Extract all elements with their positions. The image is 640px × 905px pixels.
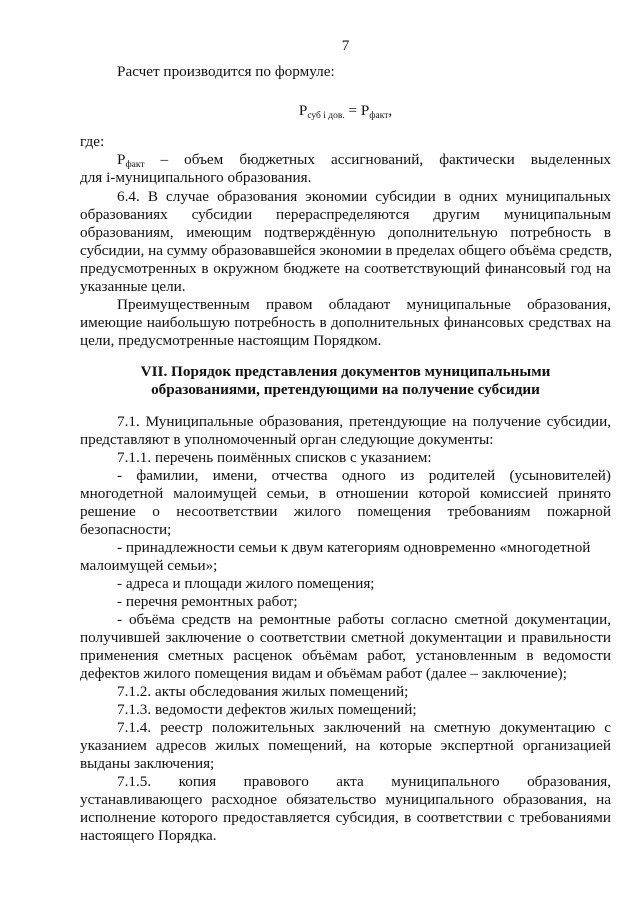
pfact-definition-line2: для i-муниципального образования. [80,169,312,186]
paragraph-7-1-1: 7.1.1. перечень поимённых списков с указанием: [117,449,432,466]
page-number: 7 [341,37,350,54]
paragraph-7-1-5-line: 7.1.5. копия правового акта муниципального образования, [117,773,611,790]
item-works: - перечня ремонтных работ; [117,593,298,610]
formula-rhs-subscript: факт [369,111,389,121]
paragraph-7-1-2: 7.1.2. акты обследования жилых помещений; [117,683,409,700]
item-names-line: решение о несоответствии жилого помещения требованиям пожарной [80,503,611,520]
pfact-symbol: Р [117,151,126,168]
item-volume-line: применения сметных расценок объёмам работ, установленным в ведомости [80,647,611,664]
paragraph-6-4-line: субсидии, на сумму образовавшейся экономии в пределах общего объёма средств, [80,242,613,259]
paragraph-7-1-line: представляют в уполномоченный орган следующие документы: [80,431,494,448]
paragraph-priority-line: цели, предусмотренные настоящим Порядком. [80,332,382,349]
pfact-subscript: факт [125,160,145,170]
paragraph-priority-line: Преимущественным правом обладают муниципальные образования, [117,296,611,313]
section-title-line: образованиями, претендующими на получение субсидии [151,381,540,398]
formula-rhs-symbol: Р [360,102,370,119]
formula-intro: Расчет производится по формуле: [117,63,335,80]
pfact-definition-text: – объем бюджетных ассигнований, фактически выделенных [144,151,611,168]
formula-lhs-subscript: суб i дов. [307,111,345,121]
section-title-line: VII. Порядок представления документов муниципальными [140,363,551,380]
paragraph-6-4-line: образованиям, имеющим подтверждённую дополнительную потребность в [80,224,611,241]
formula-tail: , [388,102,393,119]
paragraph-6-4-line: предусмотренных в окружном бюджете на соответствующий финансовый год на [80,260,611,277]
pfact-definition-line1 [117,151,611,169]
formula-equals: = [344,102,361,119]
formula-lhs-symbol: Р [298,102,308,119]
paragraph-6-4-line: указанные цели. [80,278,186,295]
item-volume-line: дефектов жилого помещения видам и объёмам работ (далее – заключение); [80,665,567,682]
paragraph-6-4-line: 6.4. В случае образования экономии субсидии в одних муниципальных [117,188,611,205]
item-volume-line: получившей заключение о соответствии сметной документации и правильности [80,629,611,646]
paragraph-priority-line: имеющие наибольшую потребность в дополнительных финансовых средствах на [80,314,611,331]
paragraph-7-1-5-line: устанавливающего расходное обязательство муниципального образования, на [80,791,611,808]
paragraph-7-1-5-line: настоящего Порядка. [80,827,217,844]
paragraph-7-1-4-line: указанием адресов жилых помещений, на которые экспертной организацией [80,737,611,754]
item-category-line: малоимущей семьи»; [80,557,218,574]
item-category-line: - принадлежности семьи к двум категориям одновременно «многодетной [117,539,591,556]
paragraph-7-1-5-line: исполнение которого предоставляется субсидия, в соответствии с требованиями [80,809,611,826]
item-names-line: - фамилии, имени, отчества одного из родителей (усыновителей) [117,467,611,484]
paragraph-7-1-4-line: 7.1.4. реестр положительных заключений на сметную документацию с [117,719,611,736]
item-volume-line: - объёма средств на ремонтные работы согласно сметной документации, [117,611,611,628]
where-label: где: [80,133,105,150]
paragraph-7-1-4-line: выданы заключения; [80,755,215,772]
item-names-line: безопасности; [80,521,172,538]
paragraph-6-4-line: образованиях субсидии перераспределяются другим муниципальным [80,206,611,223]
item-names-line: многодетной малоимущей семьи, в отношении которой комиссией принято [80,485,611,502]
formula [80,102,611,120]
paragraph-7-1-line: 7.1. Муниципальные образования, претендующие на получение субсидии, [117,413,611,430]
paragraph-7-1-3: 7.1.3. ведомости дефектов жилых помещений; [117,701,417,718]
item-address: - адреса и площади жилого помещения; [117,575,375,592]
